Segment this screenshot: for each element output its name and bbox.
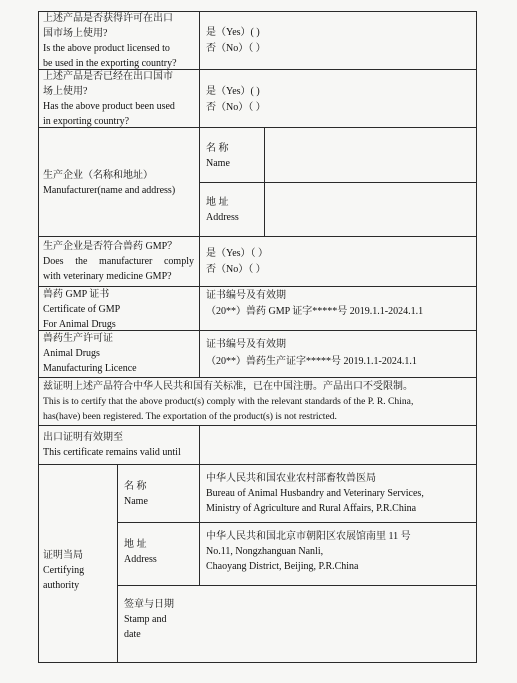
row-divider <box>38 377 477 378</box>
validity-label: 出口证明有效期至 This certificate remains valid until <box>43 432 181 458</box>
authority-name-value: 中华人民共和国农业农村部畜牧兽医局 Bureau of Animal Husbandry and Veterinary Services, Ministry of Agriculture and Rural Affairs, P.R.China <box>206 473 424 514</box>
authority-address-value: 中华人民共和国北京市朝阳区农展馆南里 11 号 No.11, Nongzhanguan Nanli, Chaoyang District, Beijing, P.R.China <box>206 531 411 572</box>
column-divider <box>117 464 118 662</box>
row-divider <box>117 522 477 523</box>
gmp-yes-option[interactable]: 是（Yes）（ ） <box>206 248 269 259</box>
licensed-yes-option[interactable]: 是（Yes）( ) <box>206 27 260 38</box>
row-divider <box>117 585 477 586</box>
table-border-left <box>38 11 39 662</box>
gmp-certificate-label: 兽药 GMP 证书 Certificate of GMP For Animal Drugs <box>43 289 121 330</box>
licensed-question: 上述产品是否获得许可在出口 国市场上使用? Is the above product licensed to be used in the exporting country? <box>43 13 177 69</box>
column-divider <box>199 464 200 585</box>
gmp-no-option[interactable]: 否（No）（ ） <box>206 264 266 275</box>
certification-statement-en: This is to certify that the above product(s) comply with the relevant standards of the P. R. China, has(have) been registered. The exportation of the product(s) is not restricted. <box>43 396 414 422</box>
gmp-question-en: with veterinary medicine GMP? <box>43 271 172 282</box>
manufacturer-label: 生产企业（名称和地址） Manufacturer(name and address) <box>43 170 176 196</box>
row-divider <box>38 236 477 237</box>
authority-name-label: 名 称 Name <box>124 481 148 507</box>
manufacturer-name-label: 名 称 Name <box>206 143 230 169</box>
row-divider <box>38 662 477 663</box>
row-divider <box>38 464 477 465</box>
row-divider <box>199 182 477 183</box>
authority-label: 证明当局 Certifying authority <box>43 550 85 591</box>
table-border-right <box>476 11 477 662</box>
licence-number-label: 证书编号及有效期 <box>206 339 286 350</box>
used-question: 上述产品是否已经在出口国市 场上使用? Has the above product been used in exporting country? <box>43 71 175 127</box>
used-yes-option[interactable]: 是（Yes）( ) <box>206 86 260 97</box>
licence-number: （20**）兽药生产证字*****号 2019.1.1-2024.1.1 <box>206 356 417 367</box>
licensed-no-option[interactable]: 否（No）（ ） <box>206 43 266 54</box>
manufacturer-address-label: 地 址 Address <box>206 197 239 223</box>
certification-statement-cn: 兹证明上述产品符合中华人民共和国有关标准，已在中国注册。产品出口不受限制。 <box>43 381 413 392</box>
gmp-question-en: Does the manufacturer comply <box>43 256 194 267</box>
stamp-date-label: 签章与日期 Stamp and date <box>124 599 174 640</box>
authority-address-label: 地 址 Address <box>124 539 157 565</box>
gmp-certificate-number: （20**）兽药 GMP 证字*****号 2019.1.1-2024.1.1 <box>206 306 424 317</box>
gmp-certificate-number-label: 证书编号及有效期 <box>206 290 286 301</box>
licence-label: 兽药生产许可证 Animal Drugs Manufacturing Licence <box>43 333 137 374</box>
column-divider <box>199 425 200 464</box>
used-no-option[interactable]: 否（No）（ ） <box>206 102 266 113</box>
row-divider <box>38 425 477 426</box>
gmp-question-cn: 生产企业是否符合兽药 GMP？ <box>43 241 178 252</box>
column-divider <box>199 11 200 377</box>
